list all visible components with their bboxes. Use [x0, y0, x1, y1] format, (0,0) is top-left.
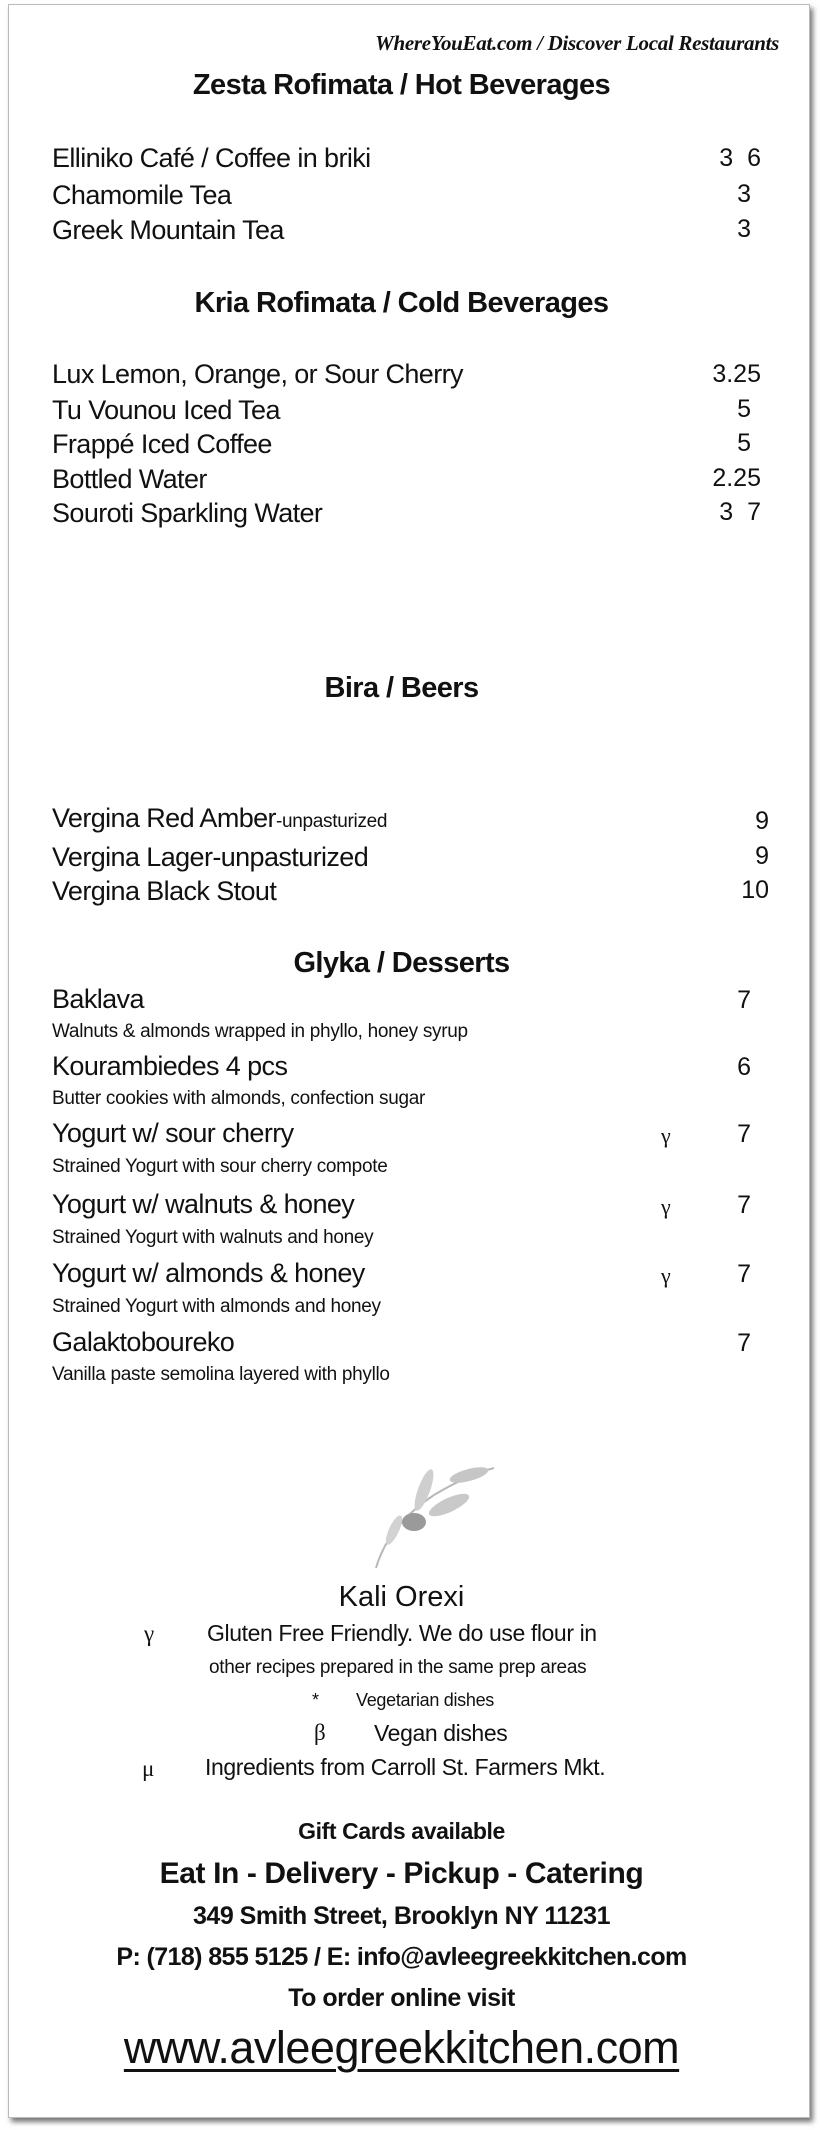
menu-price: 7 — [737, 1329, 751, 1357]
menu-price: 2.25 — [712, 464, 761, 492]
menu-item: Elliniko Café / Coffee in briki — [52, 143, 371, 173]
menu-item: Yogurt w/ walnuts & honey — [52, 1189, 355, 1219]
menu-item-note: -unpasturized — [275, 811, 388, 832]
legend-farmers-market: Ingredients from Carroll St. Farmers Mkt. — [205, 1754, 606, 1780]
menu-item: Tu Vounou Iced Tea — [52, 395, 280, 425]
menu-price: 9 — [755, 807, 769, 835]
gluten-free-symbol: γ — [661, 1123, 671, 1148]
menu-price: 7 — [737, 1120, 751, 1148]
section-title-cold: Kria Rofimata / Cold Beverages — [194, 287, 609, 319]
services-line: Eat In - Delivery - Pickup - Catering — [159, 1857, 644, 1890]
menu-item-description: Strained Yogurt with sour cherry compote — [52, 1156, 388, 1177]
menu-price: 7 — [737, 986, 751, 1014]
menu-item: Vergina Red Amber-unpasturized — [52, 803, 388, 833]
menu-price: 7 — [737, 1191, 751, 1219]
menu-item: Bottled Water — [52, 464, 207, 494]
address: 349 Smith Street, Brooklyn NY 11231 — [193, 1902, 610, 1930]
gluten-free-symbol: γ — [661, 1194, 671, 1219]
menu-item-description: Vanilla paste semolina layered with phyllo — [52, 1364, 390, 1385]
gluten-free-symbol: γ — [661, 1263, 671, 1288]
farmers-market-symbol: μ — [142, 1756, 155, 1781]
legend-vegetarian: Vegetarian dishes — [356, 1690, 495, 1710]
vegetarian-symbol: * — [312, 1690, 320, 1710]
menu-price: 5 — [737, 395, 751, 423]
gift-cards-note: Gift Cards available — [298, 1818, 505, 1844]
menu-item: Greek Mountain Tea — [52, 215, 284, 245]
menu-price: 3 — [737, 180, 751, 208]
greeting: Kali Orexi — [338, 1581, 465, 1613]
menu-item: Galaktoboureko — [52, 1327, 235, 1357]
menu-item-description: Butter cookies with almonds, confection sugar — [52, 1088, 426, 1109]
legend-gluten-free-note: other recipes prepared in the same prep areas — [209, 1657, 587, 1678]
olive-branch-icon — [364, 1460, 504, 1570]
section-title-beers: Bira / Beers — [324, 672, 479, 704]
menu-item: Vergina Lager-unpasturized — [52, 842, 369, 872]
website-link[interactable]: www.avleegreekkitchen.com — [123, 2022, 680, 2073]
contact-line: P: (718) 855 5125 / E: info@avleegreekkitchen.com — [116, 1943, 687, 1971]
menu-price: 7 — [737, 1260, 751, 1288]
gluten-free-symbol: γ — [144, 1621, 155, 1646]
menu-item: Yogurt w/ sour cherry — [52, 1118, 294, 1148]
menu-item: Lux Lemon, Orange, or Sour Cherry — [52, 359, 463, 389]
menu-item-description: Strained Yogurt with walnuts and honey — [52, 1227, 374, 1248]
menu-price: 3 7 — [719, 498, 761, 526]
menu-price: 6 — [737, 1053, 751, 1081]
menu-item: Yogurt w/ almonds & honey — [52, 1258, 365, 1288]
menu-page — [8, 4, 810, 2118]
legend-gluten-free: Gluten Free Friendly. We do use flour in — [207, 1620, 597, 1646]
menu-item: Baklava — [52, 984, 144, 1014]
menu-item-description: Walnuts & almonds wrapped in phyllo, honey syrup — [52, 1021, 468, 1042]
vegan-symbol: β — [314, 1720, 326, 1745]
menu-item: Souroti Sparkling Water — [52, 498, 323, 528]
menu-price: 3.25 — [712, 360, 761, 388]
menu-price: 5 — [737, 429, 751, 457]
menu-item: Kourambiedes 4 pcs — [52, 1051, 288, 1081]
menu-price: 3 6 — [719, 144, 761, 172]
section-title-desserts: Glyka / Desserts — [293, 947, 510, 979]
menu-price: 10 — [741, 876, 769, 904]
order-online-note: To order online visit — [288, 1984, 515, 2012]
menu-price: 3 — [737, 215, 751, 243]
menu-item: Chamomile Tea — [52, 180, 232, 210]
menu-item-description: Strained Yogurt with almonds and honey — [52, 1296, 381, 1317]
menu-item: Vergina Black Stout — [52, 876, 277, 906]
section-title-hot: Zesta Rofimata / Hot Beverages — [192, 69, 611, 101]
legend-vegan: Vegan dishes — [374, 1720, 508, 1746]
site-header: WhereYouEat.com / Discover Local Restaurants — [375, 31, 779, 55]
menu-item: Frappé Iced Coffee — [52, 429, 272, 459]
menu-price: 9 — [755, 842, 769, 870]
